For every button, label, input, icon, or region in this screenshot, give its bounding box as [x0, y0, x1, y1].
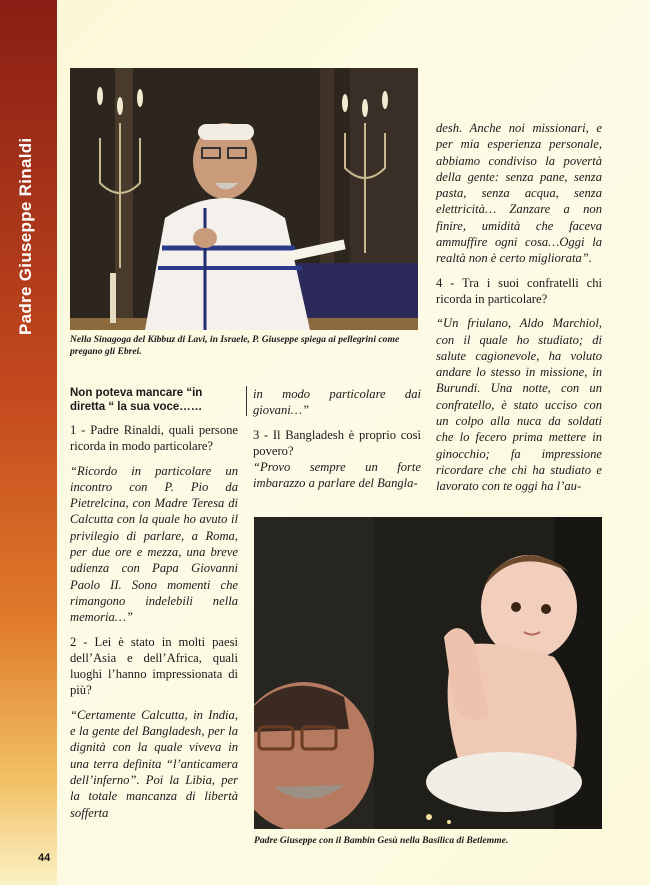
article-intro: Non poteva mancare “in diretta “ la sua voce……	[70, 387, 203, 413]
answer-2: “Certamente Calcutta, in India, e la gente del Bangladesh, per la dignità con la quale viveva in una terra definita “l’anticamera dell’inferno”. Poi la Libia, per la totale mancanza di libertà sofferta	[70, 707, 238, 820]
answer-3: “Provo sempre un forte imbarazzo a parlare del Bangla-	[253, 460, 421, 491]
synagogue-photo	[70, 68, 418, 330]
page-number: 44	[38, 852, 51, 864]
question-2: 2 - Lei è stato in molti paesi dell’Asia e dell’Africa, quali luoghi l’hanno impressionata di più?	[70, 634, 238, 698]
question-1: 1 - Padre Rinaldi, quali persone ricorda in modo particolare?	[70, 423, 238, 454]
sidebar-title-text: Padre Giuseppe Rinaldi	[16, 137, 35, 335]
answer-4: “Un friulano, Aldo Marchiol, con il quale ho studiato; di salute cagionevole, ha voluto andare lo stesso in missione, in Burundi. Una notte, con un confratello, è stato ucciso con un colpo alla nuca da soldati che lo fecero prima mettere in ginocchio; fa impressione ricordare che chi ha studiato e lavorato con te oggi ha l’au-	[436, 316, 602, 494]
sidebar-title	[8, 137, 48, 335]
column-divider	[246, 386, 247, 416]
article-column-2	[253, 386, 421, 492]
bethlehem-photo-illustration	[254, 517, 602, 829]
article-column-3	[436, 120, 602, 495]
answer-2-continued: in modo particolare dai giovani…”	[253, 387, 421, 418]
sidebar-band	[0, 0, 57, 885]
question-3: 3 - Il Bangladesh è proprio così povero?	[253, 427, 421, 458]
answer-1: “Ricordo in particolare un incontro con P. Pio da Pietrelcina, con Madre Teresa di Calcutta con la quale ho avuto il privilegio di parlare, a Roma, per due ore e mezza, una breve udienza con Papa Giovanni Paolo II. Sono momenti che rimangono indelebili nella memoria…”	[70, 463, 238, 625]
bethlehem-photo-caption: Padre Giuseppe con il Bambin Gesù nella Basilica di Betlemme.	[254, 835, 509, 846]
answer-3-continued: desh. Anche noi missionari, e per mia esperienza personale, abbiamo condiviso la povertà della gente: senza pane, senza pasta, senza acqua, senza elettricità… Zanzare a non finire, umidità che faceva ammuffire ogni cosa…Oggi la realtà non è certo migliorata”.	[436, 121, 602, 266]
bethlehem-photo	[254, 517, 602, 829]
synagogue-photo-illustration	[70, 68, 418, 330]
question-4: 4 - Tra i suoi confratelli chi ricorda in particolare?	[436, 275, 602, 306]
synagogue-photo-caption: Nella Sinagoga del Kibbuz di Lavi, in Israele, P. Giuseppe spiega ai pellegrini come pregano gli Ebrei.	[70, 334, 400, 357]
article-column-1	[70, 386, 238, 821]
